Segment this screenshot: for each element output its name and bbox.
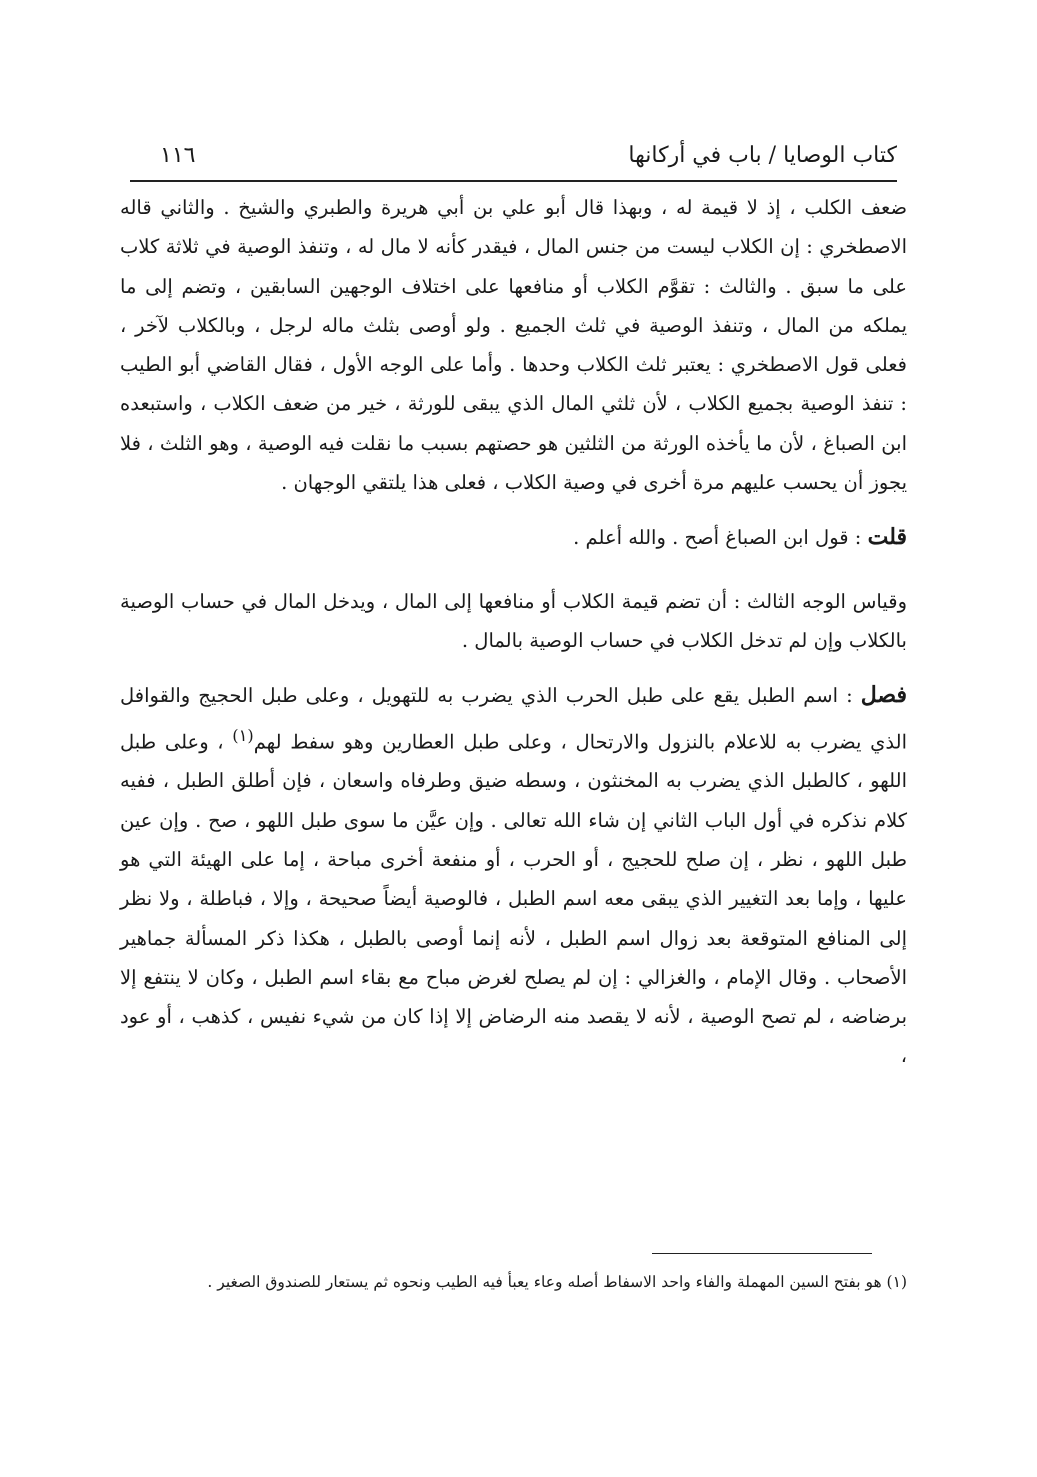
paragraph-4-text-a: : اسم الطبل يقع على طبل الحرب الذي يضرب به للتهويل ، وعلى طبل الحجيج والقوافل الذي يضرب به للاعلام بالنزول والارتحال ، وعلى طبل العطارين وهو سفط لهم: [120, 684, 907, 754]
page-number: ١١٦: [160, 143, 196, 168]
paragraph-2: [120, 518, 907, 557]
running-header: [130, 136, 897, 176]
paragraph-3: وقياس الوجه الثالث : أن تضم قيمة الكلاب أو منافعها إلى المال ، ويدخل المال في حساب الوصية بالكلاب وإن لم تدخل الكلاب في حساب الوصية بالمال .: [120, 589, 907, 652]
paragraph-4-text-b: ، وعلى طبل اللهو ، كالطبل الذي يضرب به المخنثون ، وسطه ضيق وطرفاه واسعان ، فإن أطلق الطبل ، ففيه كلام نذكره في أول الباب الثاني إن شاء الله تعالى . وإن عيَّن ما سوى طبل اللهو ، صح . وإن عين طبل اللهو ، نظر ، إن صلح للحجيج ، أو الحرب ، أو منفعة أخرى مباحة ، إما على الهيئة التي هو عليها ، وإما بعد التغيير الذي يبقى معه اسم الطبل ، فالوصية أيضاً صحيحة ، وإلا ، فباطلة ، ولا نظر إلى المنافع المتوقعة بعد زوال اسم الطبل ، لأنه إنما أوصى بالطبل ، هكذا ذكر المسألة جماهير الأصحاب . وقال الإمام ، والغزالي : إن لم يصلح لغرض مباح مع بقاء اسم الطبل ، وكان لا ينتفع إلا برضاضه ، لم تصح الوصية ، لأنه لا يقصد منه الرضاض إلا إذا كان من شيء نفيس ، كذهب ، أو عود ،: [120, 730, 907, 1068]
paragraph-4: [120, 676, 907, 1075]
paragraph-2-text: : قول ابن الصباغ أصح . والله أعلم .: [573, 526, 868, 550]
footnote-reference: (١): [232, 725, 254, 745]
header-rule: [130, 180, 897, 182]
footnotes: [120, 1266, 907, 1299]
footnote-rule: [652, 1253, 872, 1254]
paragraph-4-lead: فصل: [860, 682, 907, 709]
main-text: [120, 188, 907, 1076]
running-title: كتاب الوصايا / باب في أركانها: [628, 143, 897, 168]
paragraph-2-lead: قلت: [867, 524, 907, 551]
paragraph-1: ضعف الكلب ، إذ لا قيمة له ، وبهذا قال أبو علي بن أبي هريرة والطبري والشيخ . والثاني قاله الاصطخري : إن الكلاب ليست من جنس المال ، فيقدر كأنه لا مال له ، وتنفذ الوصية في ثلاثة كلاب على ما سبق . والثالث : تقوَّم الكلاب أو منافعها على اختلاف الوجهين السابقين ، وتضم إلى ما يملكه من المال ، وتنفذ الوصية في ثلث الجميع . ولو أوصى بثلث ماله لرجل ، وبالكلاب لآخر ، فعلى قول الاصطخري : يعتبر ثلث الكلاب وحدها . وأما على الوجه الأول ، فقال القاضي أبو الطيب : تنفذ الوصية بجميع الكلاب ، لأن ثلثي المال الذي يبقى للورثة ، خير من ضعف الكلاب ، واستبعده ابن الصباغ ، لأن ما يأخذه الورثة من الثلثين هو حصتهم بسبب ما نقلت فيه الوصية ، وهو الثلث ، فلا يجوز أن يحسب عليهم مرة أخرى في وصية الكلاب ، فعلى هذا يلتقي الوجهان .: [120, 196, 907, 495]
footnote-1: (١) هو بفتح السين المهملة والفاء واحد الاسفاط أصله وعاء يعبأ فيه الطيب ونحوه ثم يستعار للصندوق الصغير .: [207, 1273, 907, 1291]
